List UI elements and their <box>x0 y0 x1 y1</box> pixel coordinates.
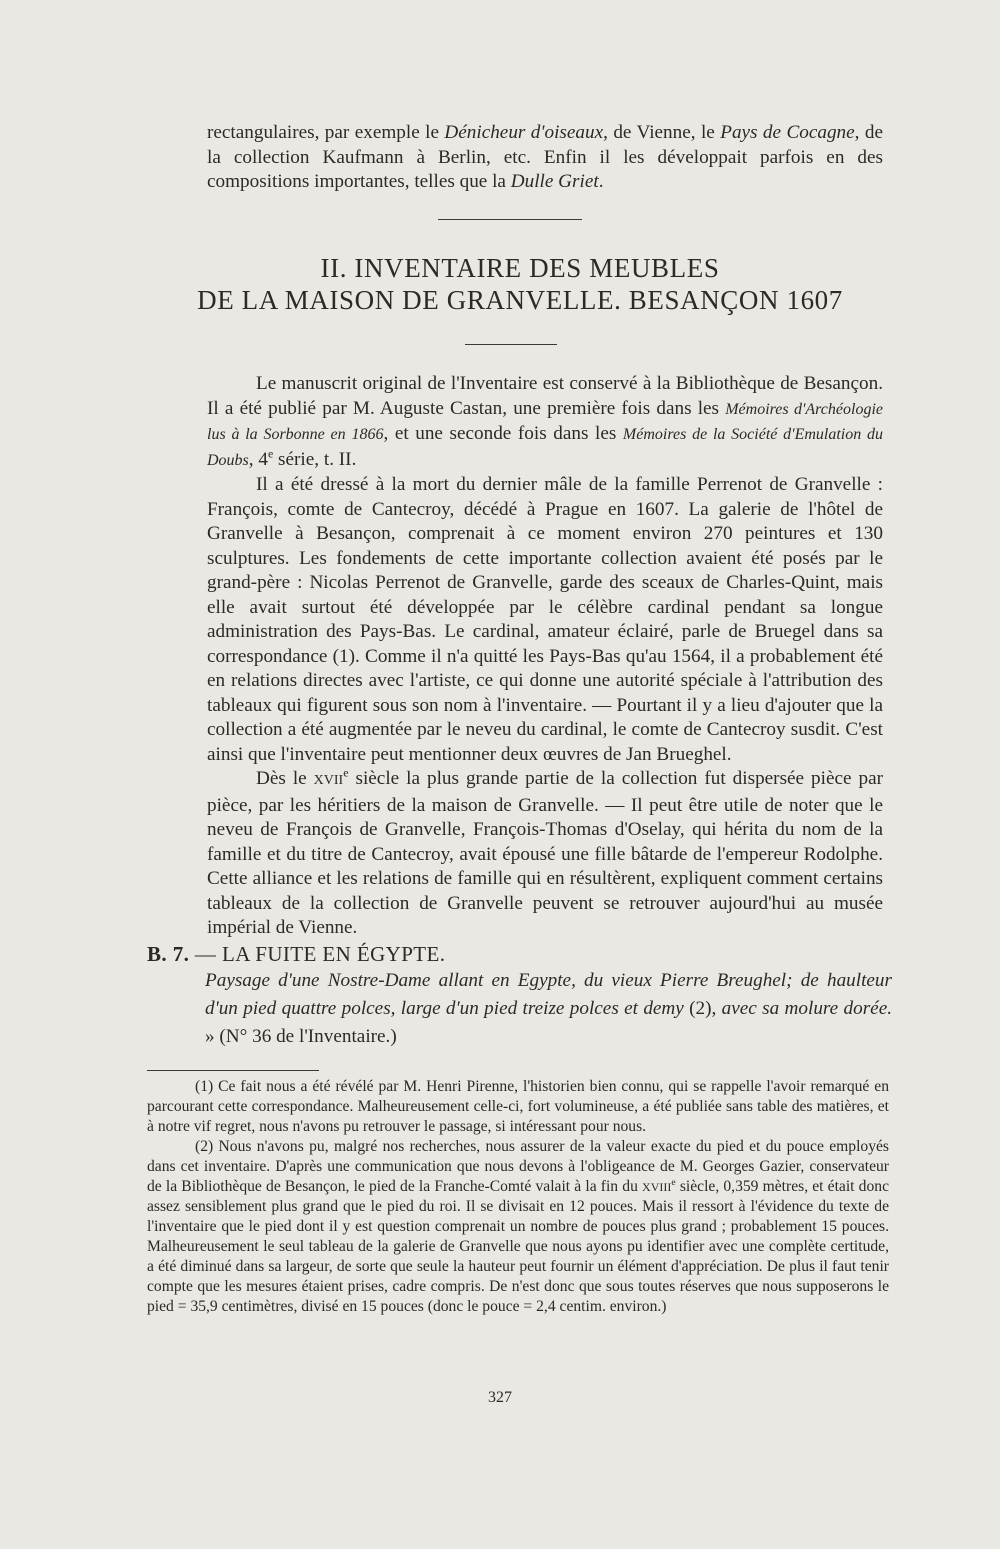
superscript: e <box>267 446 274 461</box>
entry-quote: avec sa molure dorée. <box>721 998 893 1019</box>
page-number: 327 <box>488 1389 512 1406</box>
entry-reference: » (N° 36 de l'Inventaire.) <box>205 1026 397 1047</box>
paragraph-3 <box>207 767 883 941</box>
italic-title: Dénicheur d'oiseaux <box>444 122 604 143</box>
section-divider-top <box>438 219 582 220</box>
entry-title: — LA FUITE EN ÉGYPTE. <box>189 942 446 966</box>
italic-title: Dulle Griet <box>510 171 599 192</box>
footnote-ref: (2), <box>683 998 722 1019</box>
section-divider-bottom <box>465 344 557 345</box>
text-run: siècle, 0,359 mètres, et était donc assez sensiblement plus grand que le pied du roi. Il se divisait en 12 pouces. Mais il ressort à l'évidence du texte de l'inventaire que le pied dont il y est question comprenait un nombre de pouces plus grand ; probablement 15 pouces. Malheureusement le seul tableau de la galerie de Granvelle que nous ayons pu identifier avec une complète certitude, a été diminué dans sa largeur, de sorte que seule la hauteur peut fournir un élément d'appréciation. De plus il faut tenir compte que les mesures étaient prises, cadre compris. De n'est donc que sous toutes réserves que nous supposerons le pied = 35,9 centimètres, divisé en 15 pouces (donc le pouce = 2,4 centim. environ.) <box>147 1178 889 1315</box>
text-run: (2) Nous n'avons pu, malgré nos recherches, nous assurer de la valeur exacte du pied et du pouce employés dans cet inventaire. D'après une communication que nous devons à l'obligeance de M. Georges Gazier, conservateur de la Bibliothèque de Besançon, le pied de la Franche-Comté valait à la fin du <box>147 1138 889 1195</box>
text-run: Le manuscrit original de l'Inventaire est conservé à la Bibliothèque de Besançon. Il a été publié par M. Auguste Castan, une première fois dans les <box>207 373 883 419</box>
text-run: Dès le <box>256 768 314 789</box>
century-numeral: XVIII <box>642 1180 672 1194</box>
footnotes <box>147 1077 889 1317</box>
section-title-line-2: DE LA MAISON DE GRANVELLE. BESANÇON 1607 <box>197 285 843 315</box>
footnote-separator <box>147 1070 319 1071</box>
opening-paragraph <box>207 121 883 195</box>
text-run: , de Vienne, le <box>603 122 721 143</box>
text-run: série, t. II. <box>273 448 357 470</box>
italic-title: Mémoires de la Société d'Emulation du Doubs <box>207 426 884 469</box>
catalogue-entry <box>147 941 892 1051</box>
superscript: e <box>343 765 349 780</box>
text-run: , 4 <box>248 448 268 470</box>
paragraph-1 <box>207 372 883 473</box>
paragraph-2: Il a été dressé à la mort du dernier mâle de la famille Perrenot de Granvelle : François, comte de Cantecroy, décédé à Prague en 1607. La galerie de l'hôtel de Granvelle à Besançon, comprenait à ce moment environ 270 peintures et 130 sculptures. Les fondements de cette importante collection avaient été posés par le grand-père : Nicolas Perrenot de Granvelle, garde des sceaux de Charles-Quint, mais elle avait surtout été développée par le célèbre cardinal pendant sa longue administration des Pays-Bas. Le cardinal, amateur éclairé, parle de Bruegel dans sa correspondance (1). Comme il n'a quitté les Pays-Bas qu'au 1564, il a probablement été en relations directes avec l'artiste, ce qui donne une autorité spéciale à l'attribution des tableaux qui figurent sous son nom à l'inventaire. — Pourtant il y a lieu d'ajouter que la collection a été augmentée par le neveu du cardinal, le comte de Cantecroy susdit. C'est ainsi que l'inventaire peut mentionner deux œuvres de Jan Brueghel. <box>207 474 883 765</box>
footnote-1: (1) Ce fait nous a été révélé par M. Henri Pirenne, l'historien bien connu, qui se rappelle l'avoir remarqué en parcourant cette correspondance. Malheureusement celle-ci, fort volumineuse, a été publiée sans table des matières, et à notre vif regret, nous n'avons pu retrouver le passage, si intéressant pour nous. <box>147 1078 889 1135</box>
italic-title: Pays de Cocagne <box>720 122 855 143</box>
entry-quote: Paysage d'une Nostre-Dame allant en Egypte, du vieux Pierre Breughel; de haulteur d'un pied quattre polces, large d'un pied treize polces et demy <box>205 970 892 1019</box>
text-run: , de la collection Kaufmann à Berlin, etc. Enfin il les développait parfois en des compositions importantes, telles que la <box>207 122 883 192</box>
text-run: siècle la plus grande partie de la collection fut dispersée pièce par pièce, par les héritiers de la maison de Granvelle. — Il peut être utile de noter que le neveu de François de Granvelle, François-Thomas d'Oselay, qui hérita du nom de la famille et du titre de Cantecroy, avait épousé une fille bâtarde de l'empereur Rodolphe. Cette alliance et les relations de famille qui en résultèrent, expliquent comment certains tableaux de la collection de Granvelle peuvent se retrouver aujourd'hui au musée impérial de Vienne. <box>207 768 884 938</box>
section-heading <box>140 252 900 316</box>
italic-title: Mémoires d'Archéologie lus à la Sorbonne en 1866 <box>207 400 883 443</box>
century-numeral: XVII <box>313 773 344 788</box>
footnote-2 <box>147 1137 889 1317</box>
entry-description <box>147 967 892 1051</box>
entry-number: B. 7. <box>147 942 190 966</box>
superscript: e <box>671 1176 676 1188</box>
text-run: . <box>598 171 604 192</box>
entry-heading <box>147 941 892 967</box>
body-text <box>207 372 883 941</box>
text-run: rectangulaires, par exemple le <box>207 122 445 143</box>
section-title-line-1: II. INVENTAIRE DES MEUBLES <box>320 253 720 283</box>
text-run: , et une seconde fois dans les <box>383 423 623 444</box>
